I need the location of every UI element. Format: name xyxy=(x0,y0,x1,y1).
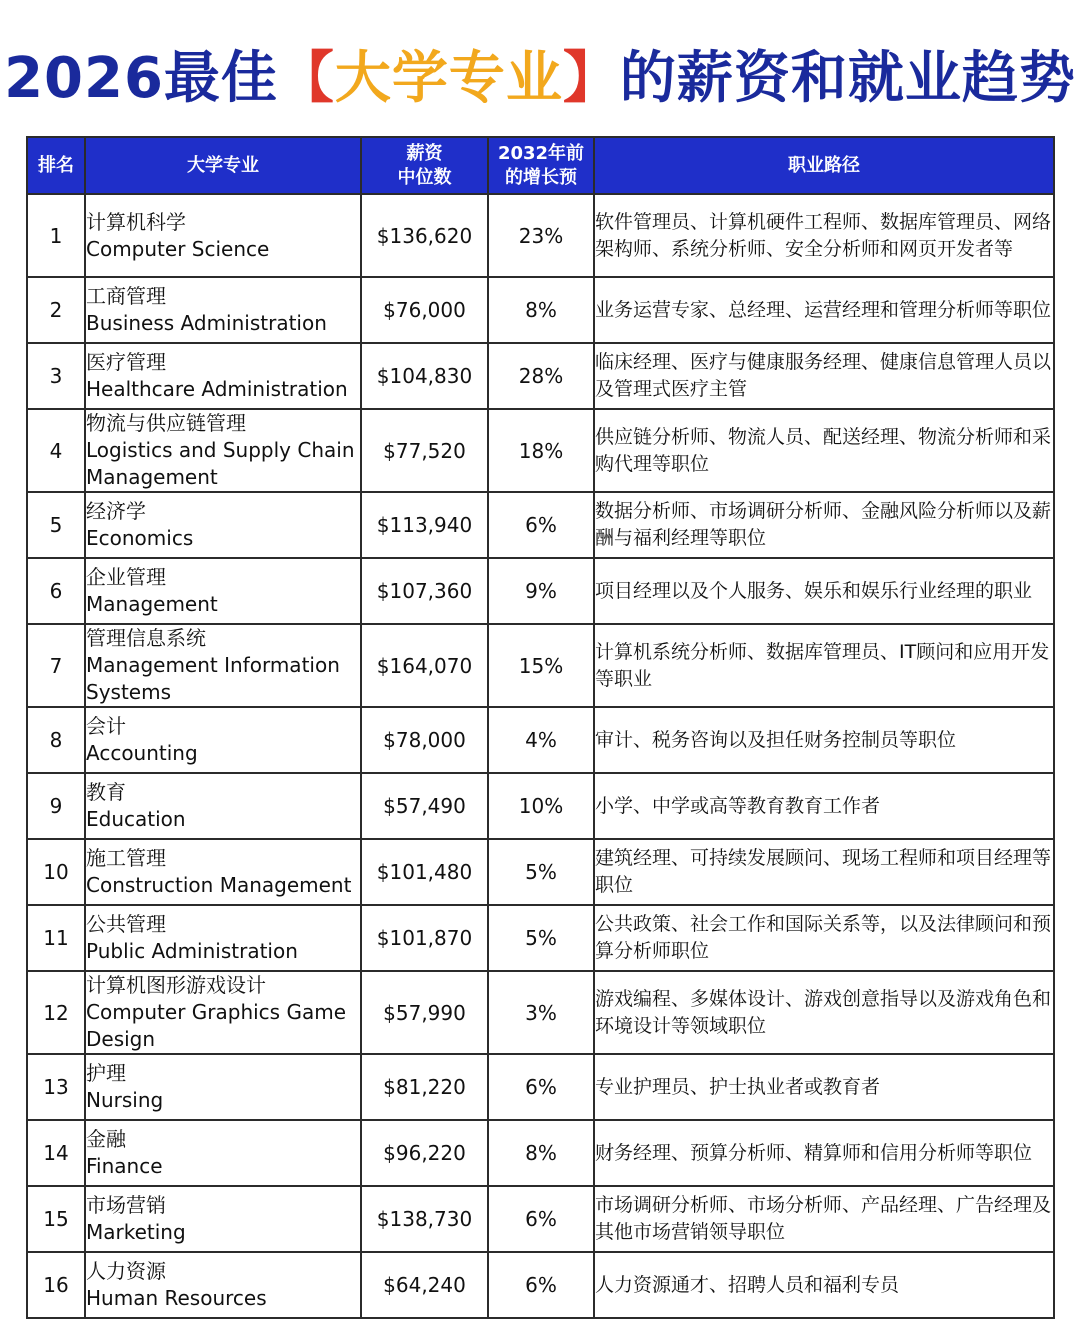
career-cell: 供应链分析师、物流人员、配送经理、物流分析师和采购代理等职位 xyxy=(594,409,1054,492)
major-name-en: Management xyxy=(86,592,218,616)
major-name-en: Systems xyxy=(86,680,171,704)
major-name-cn: 公共管理 xyxy=(86,912,166,936)
growth-cell: 28% xyxy=(488,343,594,409)
header-growth-line2: 的增长预 xyxy=(505,166,577,188)
table-row xyxy=(27,558,1054,624)
salary-cell: $101,870 xyxy=(361,905,488,971)
rank-cell: 5 xyxy=(27,492,85,558)
title-rest: 的薪资和就业趋势 xyxy=(619,46,1076,111)
major-name-cn: 计算机图形游戏设计 xyxy=(86,973,266,997)
majors-table xyxy=(26,136,1055,1319)
table-row xyxy=(27,905,1054,971)
major-name-cn: 护理 xyxy=(86,1061,126,1085)
major-name-cn: 金融 xyxy=(86,1127,126,1151)
major-name-cn: 企业管理 xyxy=(86,565,166,589)
rank-cell: 1 xyxy=(27,194,85,277)
salary-cell: $96,220 xyxy=(361,1120,488,1186)
growth-cell: 10% xyxy=(488,773,594,839)
table-row xyxy=(27,1186,1054,1252)
header-growth-line1: 2032年前 xyxy=(497,142,585,164)
salary-cell: $164,070 xyxy=(361,624,488,707)
major-name-cn: 管理信息系统 xyxy=(86,626,206,650)
growth-cell: 23% xyxy=(488,194,594,277)
career-cell: 数据分析师、市场调研分析师、金融风险分析师以及薪酬与福利经理等职位 xyxy=(594,492,1054,558)
major-name-en: Computer Graphics Game xyxy=(86,1000,346,1024)
salary-cell: $107,360 xyxy=(361,558,488,624)
table-row xyxy=(27,492,1054,558)
table-row xyxy=(27,707,1054,773)
salary-cell: $76,000 xyxy=(361,277,488,343)
header-rank: 排名 xyxy=(27,137,85,194)
major-name-en: Construction Management xyxy=(86,873,352,897)
career-cell: 游戏编程、多媒体设计、游戏创意指导以及游戏角色和环境设计等领域职位 xyxy=(594,971,1054,1054)
major-name-en: Healthcare Administration xyxy=(86,377,348,401)
salary-cell: $81,220 xyxy=(361,1054,488,1120)
title-highlight: 大学专业 xyxy=(334,46,563,111)
major-cell xyxy=(85,558,361,624)
growth-cell: 4% xyxy=(488,707,594,773)
career-cell: 人力资源通才、招聘人员和福利专员 xyxy=(594,1252,1054,1318)
major-cell xyxy=(85,277,361,343)
table-row xyxy=(27,409,1054,492)
header-growth xyxy=(488,137,594,194)
salary-cell: $113,940 xyxy=(361,492,488,558)
career-cell: 小学、中学或高等教育教育工作者 xyxy=(594,773,1054,839)
major-name-en: Accounting xyxy=(86,741,198,765)
career-cell: 临床经理、医疗与健康服务经理、健康信息管理人员以及管理式医疗主管 xyxy=(594,343,1054,409)
salary-cell: $64,240 xyxy=(361,1252,488,1318)
career-cell: 专业护理员、护士执业者或教育者 xyxy=(594,1054,1054,1120)
table-row xyxy=(27,194,1054,277)
salary-cell: $57,990 xyxy=(361,971,488,1054)
page-title xyxy=(0,36,1080,122)
major-cell xyxy=(85,905,361,971)
rank-cell: 2 xyxy=(27,277,85,343)
major-cell xyxy=(85,194,361,277)
salary-cell: $136,620 xyxy=(361,194,488,277)
major-name-en: Management xyxy=(86,465,218,489)
major-name-en: Economics xyxy=(86,526,194,550)
rank-cell: 7 xyxy=(27,624,85,707)
table-row xyxy=(27,624,1054,707)
major-name-en: Business Administration xyxy=(86,311,327,335)
header-salary-line1: 薪资 xyxy=(406,142,443,164)
table-row xyxy=(27,971,1054,1054)
table-row xyxy=(27,1252,1054,1318)
major-name-en: Finance xyxy=(86,1154,163,1178)
salary-cell: $77,520 xyxy=(361,409,488,492)
career-cell: 市场调研分析师、市场分析师、产品经理、广告经理及其他市场营销领导职位 xyxy=(594,1186,1054,1252)
growth-cell: 18% xyxy=(488,409,594,492)
growth-cell: 8% xyxy=(488,277,594,343)
major-name-en: Education xyxy=(86,807,186,831)
salary-cell: $104,830 xyxy=(361,343,488,409)
major-cell xyxy=(85,1186,361,1252)
rank-cell: 9 xyxy=(27,773,85,839)
major-name-cn: 市场营销 xyxy=(86,1193,166,1217)
rank-cell: 14 xyxy=(27,1120,85,1186)
career-cell: 业务运营专家、总经理、运营经理和管理分析师等职位 xyxy=(594,277,1054,343)
major-name-cn: 物流与供应链管理 xyxy=(86,411,246,435)
growth-cell: 6% xyxy=(488,492,594,558)
major-name-cn: 教育 xyxy=(86,780,126,804)
rank-cell: 8 xyxy=(27,707,85,773)
header-salary-line2: 中位数 xyxy=(397,166,452,188)
title-year: 2026最佳 xyxy=(4,46,278,111)
major-name-en: Design xyxy=(86,1027,156,1051)
header-major: 大学专业 xyxy=(85,137,361,194)
major-cell xyxy=(85,343,361,409)
major-name-en: Public Administration xyxy=(86,939,298,963)
table-row xyxy=(27,773,1054,839)
growth-cell: 3% xyxy=(488,971,594,1054)
rank-cell: 4 xyxy=(27,409,85,492)
career-cell: 财务经理、预算分析师、精算师和信用分析师等职位 xyxy=(594,1120,1054,1186)
title-bracket-close: 】 xyxy=(562,46,620,111)
major-name-cn: 医疗管理 xyxy=(86,350,166,374)
salary-cell: $101,480 xyxy=(361,839,488,905)
major-name-cn: 施工管理 xyxy=(86,846,166,870)
major-cell xyxy=(85,1054,361,1120)
major-cell xyxy=(85,1252,361,1318)
major-name-en: Logistics and Supply Chain xyxy=(86,438,355,462)
table-row xyxy=(27,1054,1054,1120)
major-cell xyxy=(85,492,361,558)
major-name-cn: 工商管理 xyxy=(86,284,166,308)
table-row xyxy=(27,1120,1054,1186)
header-career: 职业路径 xyxy=(594,137,1054,194)
major-cell xyxy=(85,707,361,773)
rank-cell: 16 xyxy=(27,1252,85,1318)
growth-cell: 8% xyxy=(488,1120,594,1186)
major-name-en: Management Information xyxy=(86,653,340,677)
salary-cell: $78,000 xyxy=(361,707,488,773)
rank-cell: 10 xyxy=(27,839,85,905)
header-salary xyxy=(361,137,488,194)
growth-cell: 6% xyxy=(488,1252,594,1318)
salary-cell: $138,730 xyxy=(361,1186,488,1252)
major-name-en: Computer Science xyxy=(86,236,270,261)
rank-cell: 12 xyxy=(27,971,85,1054)
major-cell xyxy=(85,1120,361,1186)
growth-cell: 6% xyxy=(488,1054,594,1120)
rank-cell: 11 xyxy=(27,905,85,971)
table-header-row xyxy=(27,137,1054,194)
career-cell: 计算机系统分析师、数据库管理员、IT顾问和应用开发等职业 xyxy=(594,624,1054,707)
major-cell xyxy=(85,773,361,839)
major-name-cn: 会计 xyxy=(86,714,126,738)
career-cell: 建筑经理、可持续发展顾问、现场工程师和项目经理等职位 xyxy=(594,839,1054,905)
major-name-en: Human Resources xyxy=(86,1286,267,1310)
rank-cell: 6 xyxy=(27,558,85,624)
career-cell: 项目经理以及个人服务、娱乐和娱乐行业经理的职业 xyxy=(594,558,1054,624)
table-row xyxy=(27,277,1054,343)
major-cell xyxy=(85,839,361,905)
major-cell xyxy=(85,971,361,1054)
major-name-en: Nursing xyxy=(86,1088,164,1112)
table-body xyxy=(27,194,1054,1318)
salary-cell: $57,490 xyxy=(361,773,488,839)
career-cell: 审计、税务咨询以及担任财务控制员等职位 xyxy=(594,707,1054,773)
rank-cell: 15 xyxy=(27,1186,85,1252)
rank-cell: 3 xyxy=(27,343,85,409)
growth-cell: 5% xyxy=(488,839,594,905)
table-row xyxy=(27,839,1054,905)
rank-cell: 13 xyxy=(27,1054,85,1120)
growth-cell: 5% xyxy=(488,905,594,971)
major-name-cn: 经济学 xyxy=(86,499,146,523)
major-name-cn: 计算机科学 xyxy=(86,209,186,234)
table-row xyxy=(27,343,1054,409)
career-cell: 软件管理员、计算机硬件工程师、数据库管理员、网络架构师、系统分析师、安全分析师和网页开发者等 xyxy=(594,194,1054,277)
career-cell: 公共政策、社会工作和国际关系等，以及法律顾问和预算分析师职位 xyxy=(594,905,1054,971)
major-cell xyxy=(85,624,361,707)
growth-cell: 6% xyxy=(488,1186,594,1252)
major-name-cn: 人力资源 xyxy=(86,1259,166,1283)
major-cell xyxy=(85,409,361,492)
title-bracket-open: 【 xyxy=(277,46,335,111)
growth-cell: 9% xyxy=(488,558,594,624)
major-name-en: Marketing xyxy=(86,1220,186,1244)
growth-cell: 15% xyxy=(488,624,594,707)
